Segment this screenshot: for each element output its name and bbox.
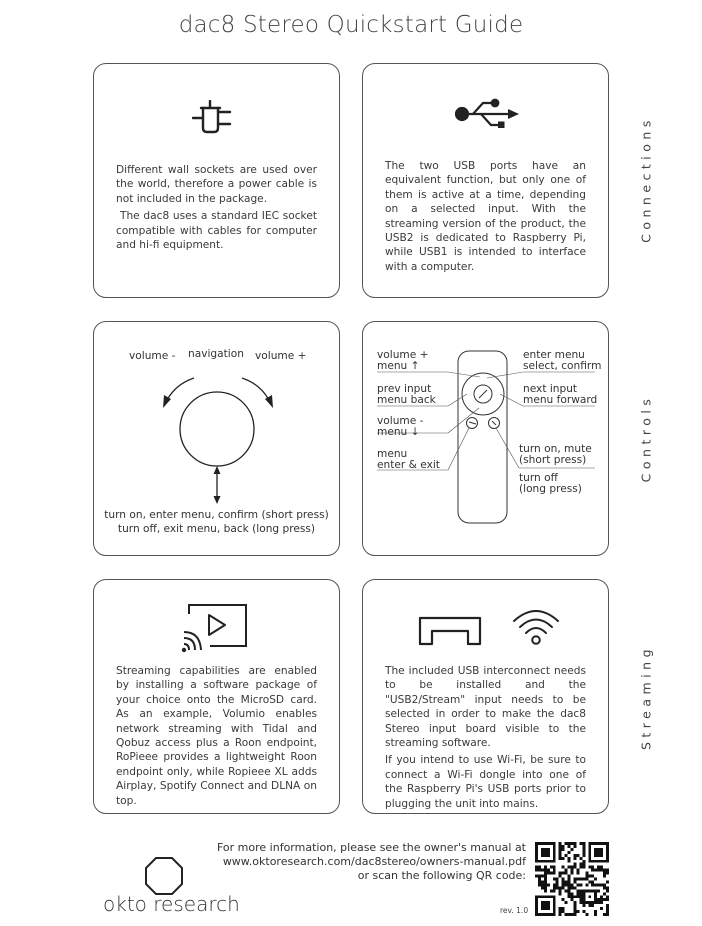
select-confirm-label: select, confirm [523,360,602,372]
revision-label: rev. 1.0 [500,906,529,915]
short-press-label: (short press) [519,454,587,466]
brand-name: okto research [103,892,240,916]
wifi-icon [512,605,560,649]
cast-screen-icon [180,602,250,654]
power-text [116,163,317,255]
menu-label: menu [377,448,408,460]
volume-plus-label: volume + [255,350,307,362]
qr-code-icon[interactable] [535,842,609,916]
menu-back-label: menu back [377,394,436,406]
vol-up-label: volume + [377,349,429,361]
usb-icon [455,98,521,130]
section-streaming: Streaming [638,644,654,751]
rotary-knob-icon [154,364,284,509]
interconnect-text [385,664,586,814]
power-card [93,63,340,298]
streaming-card [93,579,340,814]
menu-down-label: menu ↓ [377,426,420,438]
knob-card [93,321,340,556]
section-connections: Connections [638,116,654,243]
octagon-logo-icon [144,856,184,896]
turn-off-label: turn off [519,472,558,484]
usb-text [385,159,586,277]
menu-forward-label: menu forward [523,394,598,406]
manual-link[interactable]: www.oktoresearch.com/dac8stereo/owners-manual.pdf [222,855,526,868]
footer-line-3: or scan the following QR code: [357,869,526,882]
long-press-label: (long press) [519,483,582,495]
prev-input-label: prev input [377,383,432,395]
turn-on-mute-label: turn on, mute [519,443,592,455]
navigation-label: navigation [188,348,244,360]
interconnect-card [362,579,609,814]
footer-info [217,841,526,883]
interconnect-paragraph-2: If you intend to use Wi-Fi, be sure to connect a Wi-Fi dongle into one of the Raspberry Pi's USB ports prior to plugging the unit into mains. [385,754,586,810]
volume-minus-label: volume - [129,350,176,362]
power-paragraph-2: The dac8 uses a standard IEC socket compatible with cables for computer and hi-fi equipment. [116,210,317,252]
short-press-label: turn on, enter menu, confirm (short press) [104,509,329,521]
remote-card [362,321,609,556]
streaming-paragraph: Streaming capabilities are enabled by installing a software package of your choice onto the MicroSD card. As an example, Volumio enables network streaming with Tidal and Qobuz access plus a Roon endpoint, RoPieee provides a lightweight Roon endpoint only, while Ropieee XL adds Airplay, Spotify Connect and DLNA on top. [116,665,317,807]
next-input-label: next input [523,383,578,395]
interconnect-paragraph-1: The included USB interconnect needs to be installed and the "USB2/Stream" input needs to be selected in order to make the dac8 Stereo input board visible to the streaming software. [385,665,586,750]
power-paragraph-1: Different wall sockets are used over the world, therefore a power cable is not included in the package. [116,164,317,205]
usb-bridge-icon [418,614,482,646]
power-plug-icon [192,100,244,136]
footer-line-1: For more information, please see the owner's manual at [217,841,526,854]
usb-card [362,63,609,298]
usb-paragraph: The two USB ports have an equivalent function, but only one of them is active at a time, depending on a selected input. With the streaming version of the product, the USB2 is dedicated to Raspberry Pi, while USB1 is intended to interface with a computer. [385,160,586,273]
enter-menu-label: enter menu [523,349,585,361]
page-title: dac8 Stereo Quickstart Guide [178,12,524,38]
vol-down-label: volume - [377,415,424,427]
enter-exit-label: enter & exit [377,459,440,471]
streaming-text [116,664,317,811]
section-controls: Controls [638,394,654,483]
menu-up-label: menu ↑ [377,360,420,372]
long-press-label: turn off, exit menu, back (long press) [117,523,316,535]
